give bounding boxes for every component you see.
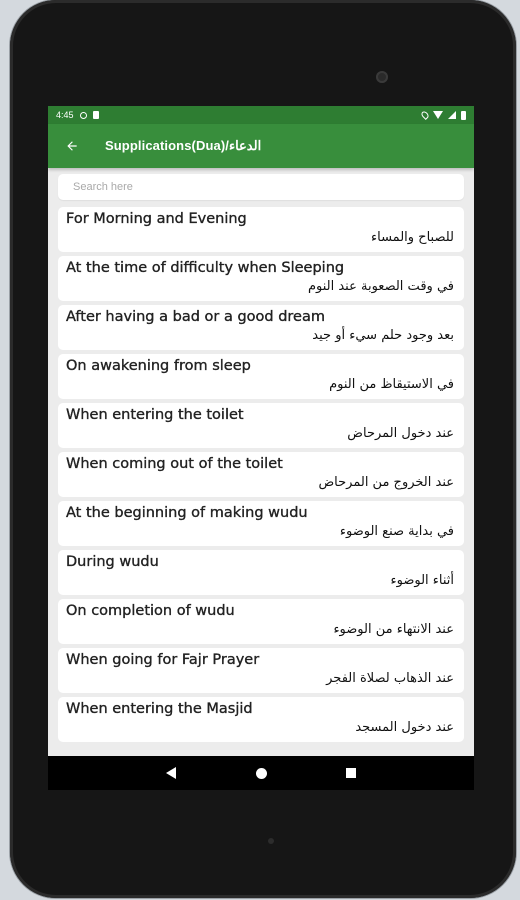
item-title-ar: عند دخول المسجد [355, 720, 454, 735]
recents-square-icon [346, 768, 356, 778]
list-item[interactable] [58, 599, 464, 644]
app-bar [48, 124, 474, 168]
item-title-ar: في بداية صنع الوضوء [339, 524, 454, 539]
item-title-en: During wudu [66, 554, 159, 570]
item-title-ar: أثناء الوضوء [390, 573, 454, 588]
back-triangle-icon [166, 767, 176, 779]
item-title-ar: في وقت الصعوبة عند النوم [307, 279, 454, 294]
settings-icon [80, 112, 87, 119]
home-circle-icon [256, 768, 267, 779]
list-item[interactable] [58, 648, 464, 693]
status-bar [48, 106, 474, 124]
item-title-en: When entering the toilet [66, 407, 244, 423]
sd-card-icon [93, 111, 99, 119]
item-title-en: After having a bad or a good dream [66, 309, 325, 325]
search-input[interactable] [71, 180, 451, 194]
search-box[interactable] [58, 174, 464, 200]
list-item[interactable] [58, 207, 464, 252]
list-item[interactable] [58, 501, 464, 546]
app-screen [48, 106, 474, 790]
list-item[interactable] [58, 697, 464, 742]
microphone-hole [268, 838, 274, 844]
item-title-en: When coming out of the toilet [66, 456, 283, 472]
item-title-en: At the beginning of making wudu [66, 505, 308, 521]
item-title-ar: في الاستيقاظ من النوم [329, 377, 454, 392]
list-item[interactable] [58, 403, 464, 448]
system-nav-bar [48, 756, 474, 790]
status-time: 4:45 [56, 110, 74, 120]
dua-list [58, 207, 464, 742]
signal-icon [448, 111, 456, 119]
list-item[interactable] [58, 305, 464, 350]
list-item[interactable] [58, 452, 464, 497]
back-button[interactable] [62, 136, 82, 156]
item-title-ar: عند الخروج من المرحاض [318, 475, 454, 490]
item-title-en: On awakening from sleep [66, 358, 251, 374]
list-item[interactable] [58, 550, 464, 595]
nav-recents-button[interactable] [306, 768, 396, 778]
main-content [48, 168, 474, 742]
arrow-back-icon [65, 139, 79, 153]
page-title: Supplications(Dua)/الدعاء [105, 138, 262, 153]
location-icon [420, 110, 430, 120]
list-item[interactable] [58, 256, 464, 301]
list-item[interactable] [58, 354, 464, 399]
front-camera [376, 71, 388, 83]
item-title-ar: عند دخول المرحاض [347, 426, 454, 441]
item-title-en: When going for Fajr Prayer [66, 652, 260, 668]
nav-home-button[interactable] [216, 768, 306, 779]
item-title-ar: للصباح والمساء [371, 230, 454, 245]
item-title-ar: عند الذهاب لصلاة الفجر [326, 671, 454, 686]
item-title-en: On completion of wudu [66, 603, 235, 619]
battery-icon [461, 111, 466, 120]
nav-back-button[interactable] [126, 767, 216, 779]
item-title-ar: عند الانتهاء من الوضوء [333, 622, 454, 637]
item-title-en: At the time of difficulty when Sleeping [66, 260, 345, 276]
item-title-ar: بعد وجود حلم سيء أو جيد [312, 328, 454, 343]
item-title-en: For Morning and Evening [66, 211, 247, 227]
item-title-en: When entering the Masjid [66, 701, 253, 717]
wifi-icon [433, 111, 443, 119]
